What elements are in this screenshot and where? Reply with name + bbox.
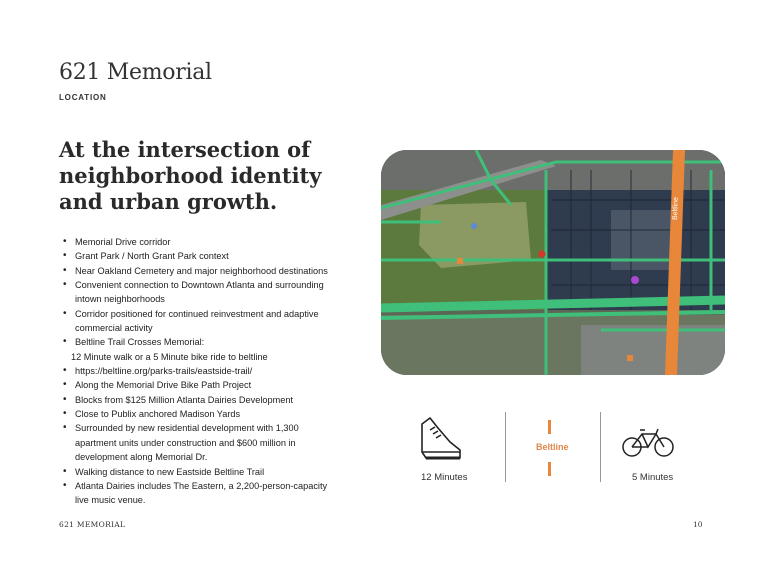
list-item: intown neighborhoods xyxy=(75,294,165,305)
feature-list xyxy=(62,235,342,508)
beltline-map-label: Beltline xyxy=(672,196,680,221)
poi-marker-icon xyxy=(627,355,633,361)
location-pin-icon xyxy=(539,251,546,258)
headline-line-2: neighborhood identity xyxy=(59,163,322,188)
list-item: • Blocks from $125 Million Atlanta Dairies Development xyxy=(62,393,342,407)
headline-line-1: At the intersection of xyxy=(59,137,311,162)
page-number: 10 xyxy=(693,520,703,529)
list-item: • Walking distance to new Eastside Beltline Trail xyxy=(62,465,342,479)
list-item: 12 Minute walk or a 5 Minute bike ride to beltline xyxy=(71,351,268,362)
travel-times xyxy=(410,412,720,492)
poi-marker-icon xyxy=(471,223,477,229)
list-item: development along Memorial Dr. xyxy=(75,452,208,463)
map-graphic xyxy=(381,150,725,375)
list-item: • Convenient connection to Downtown Atlanta and surrounding xyxy=(62,278,342,292)
list-item: • Surrounded by new residential development with 1,300 xyxy=(62,421,342,435)
footer-title: 621 MEMORIAL xyxy=(59,520,126,529)
divider xyxy=(600,412,601,482)
divider xyxy=(505,412,506,482)
bike-time-label: 5 Minutes xyxy=(632,472,674,483)
beltline-marker-top xyxy=(548,420,551,434)
aerial-map xyxy=(381,150,725,375)
list-item: live music venue. xyxy=(75,495,146,506)
list-item: • Beltline Trail Crosses Memorial: xyxy=(62,335,342,349)
list-item: • Memorial Drive corridor xyxy=(62,235,342,249)
section-label: LOCATION xyxy=(59,93,107,102)
list-item: • Near Oakland Cemetery and major neighborhood destinations xyxy=(62,264,342,278)
list-item: • Atlanta Dairies includes The Eastern, a 2,200-person-capacity xyxy=(62,479,342,493)
list-item: • Grant Park / North Grant Park context xyxy=(62,249,342,263)
poi-marker-icon xyxy=(631,276,639,284)
list-item: • Along the Memorial Drive Bike Path Project xyxy=(62,378,342,392)
beltline-marker-bottom xyxy=(548,462,551,476)
list-item: • Close to Publix anchored Madison Yards xyxy=(62,407,342,421)
headline-line-3: and urban growth. xyxy=(59,189,278,214)
poi-marker-icon xyxy=(457,258,463,264)
boot-icon xyxy=(416,416,464,466)
bicycle-icon xyxy=(622,426,674,458)
beltline-label: Beltline xyxy=(536,442,569,452)
list-item: • Corridor positioned for continued reinvestment and adaptive xyxy=(62,307,342,321)
headline xyxy=(59,137,359,215)
walk-time-label: 12 Minutes xyxy=(421,472,468,483)
list-item: • https://beltline.org/parks-trails/eastside-trail/ xyxy=(62,364,342,378)
list-item: apartment units under construction and $600 million in xyxy=(75,437,296,448)
page-title: 621 Memorial xyxy=(59,60,212,85)
list-item: commercial activity xyxy=(75,323,153,334)
